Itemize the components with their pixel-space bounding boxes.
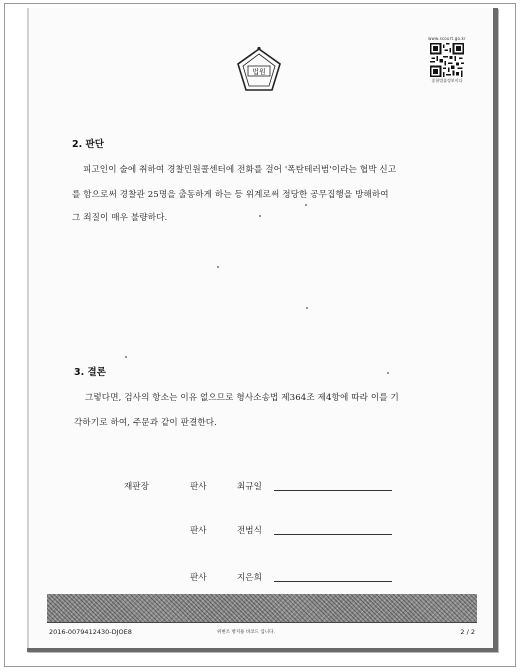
scan-speck: [387, 372, 389, 374]
qr-caption: 종합법률정보이다: [431, 78, 463, 83]
document-id: 2016-0079412430-DJOE8: [49, 628, 132, 636]
signature-line: [274, 534, 392, 535]
judgment-line-3: 그 죄질이 매우 불량하다.: [72, 213, 168, 223]
judgment-line-2: 를 함으로써 경찰관 25명을 출동하게 하는 등 위계로써 정당한 공무집행을 방해하여: [72, 190, 389, 200]
page-number: 2 / 2: [460, 628, 475, 636]
signature-line: [274, 490, 392, 491]
qr-code-icon: [430, 43, 464, 77]
scan-speck: [306, 307, 308, 309]
security-barcode-band: [47, 594, 477, 622]
document-frame: [4, 3, 516, 667]
qr-code-block: [415, 36, 479, 84]
section-heading-conclusion: 3. 결론: [74, 367, 106, 378]
footer-divider: [47, 622, 477, 623]
scan-speck: [305, 204, 307, 206]
signature-row: [27, 524, 493, 538]
signature-name: 지은희: [237, 573, 262, 583]
scan-speck: [259, 215, 261, 217]
signature-line: [274, 581, 392, 582]
signature-name: 전범식: [237, 526, 262, 536]
scan-speck: [125, 356, 127, 358]
signature-row: [27, 480, 493, 494]
signature-name: 최규일: [237, 482, 262, 492]
barcode-notice: 위변조 방지용 바코드 입니다.: [217, 630, 275, 635]
court-emblem-icon: [234, 46, 284, 94]
conclusion-line-2: 각하기로 하여, 주문과 같이 판결한다.: [74, 418, 218, 428]
judgment-line-1: 피고인이 술에 취하여 경찰민원콜센터에 전화를 걸어 '폭탄테러범'이라는 협박 신고: [83, 165, 397, 175]
signature-title: 판사: [190, 482, 207, 492]
document-page: [27, 8, 498, 652]
signature-row: [27, 571, 493, 585]
conclusion-line-1: 그렇다면, 검사의 항소는 이유 없으므로 형사소송법 제364조 제4항에 따라 이를 기: [85, 393, 399, 403]
scan-speck: [217, 266, 219, 268]
signature-title: 판사: [190, 526, 207, 536]
signature-title: 판사: [190, 573, 207, 583]
court-url: www.scourt.go.kr: [428, 36, 466, 41]
signature-role: 재판장: [124, 482, 149, 492]
section-heading-judgment: 2. 판단: [72, 139, 104, 150]
emblem-text: 법원: [252, 68, 266, 77]
